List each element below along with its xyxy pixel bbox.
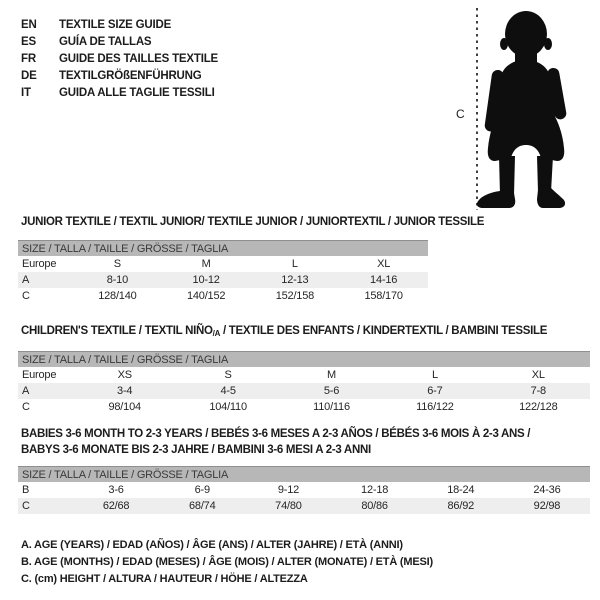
age-cell: 12-18 [361, 484, 389, 496]
height-cell: 92/98 [533, 500, 561, 512]
size-cell: M [201, 258, 211, 270]
height-cell: 152/158 [275, 290, 315, 302]
lang-row-de [21, 67, 218, 84]
lang-row-es [21, 33, 218, 50]
lang-label: GUÍA DE TALLAS [59, 35, 152, 48]
size-cell: XL [531, 369, 545, 381]
height-cell: 68/74 [188, 500, 216, 512]
age-cell: 3-4 [117, 385, 133, 397]
height-cell: 98/104 [108, 401, 141, 413]
row-label: A [22, 385, 30, 397]
height-cell: 104/110 [209, 401, 247, 413]
lang-label: TEXTILGRÖßENFÜHRUNG [59, 69, 202, 82]
children-table-title [21, 325, 547, 338]
legend-notes [21, 537, 433, 588]
size-cell: S [113, 258, 121, 270]
table-row-europe [18, 367, 590, 383]
lang-row-fr [21, 50, 218, 67]
table-row-europe [18, 256, 428, 272]
height-cell: 140/152 [186, 290, 226, 302]
height-cell: 86/92 [447, 500, 475, 512]
table-row-height [18, 288, 428, 304]
lang-code: DE [21, 69, 37, 82]
title-subscript: /A [212, 329, 221, 338]
lang-row-en [21, 16, 218, 33]
height-cell: 158/170 [364, 290, 403, 302]
size-header-band: SIZE / TALLA / TAILLE / GRÖSSE / TAGLIA [18, 240, 428, 256]
row-label: Europe [22, 369, 57, 381]
row-label: B [22, 484, 30, 496]
size-cell: L [431, 369, 438, 381]
size-cell: XL [377, 258, 391, 270]
age-cell: 6-9 [194, 484, 210, 496]
row-label: C [22, 290, 30, 302]
lang-label: TEXTILE SIZE GUIDE [59, 18, 172, 31]
age-cell: 14-16 [370, 274, 398, 286]
size-header-band: SIZE / TALLA / TAILLE / GRÖSSE / TAGLIA [18, 466, 590, 482]
babies-table-title [21, 426, 587, 458]
age-cell: 7-8 [530, 385, 546, 397]
height-cell: 80/86 [361, 500, 388, 512]
note-age-months: B. AGE (MONTHS) / EDAD (MESES) / ÂGE (MOIS) / ALTER (MONATE) / ETÀ (MESI) [21, 556, 433, 568]
height-measure-label: C [456, 107, 465, 121]
table-row-height [18, 498, 590, 514]
size-cell: M [327, 369, 336, 381]
height-cell: 74/80 [275, 500, 302, 512]
lang-label: GUIDE DES TAILLES TEXTILE [59, 52, 218, 65]
junior-table-title: JUNIOR TEXTILE / TEXTIL JUNIOR/ TEXTILE JUNIOR / JUNIORTEXTIL / JUNIOR TESSILE [21, 216, 485, 228]
size-cell: L [291, 258, 298, 270]
age-cell: 9-12 [277, 484, 300, 496]
table-row-age-months [18, 482, 590, 498]
row-label: C [22, 500, 30, 512]
babies-title-line2: BABYS 3-6 MONATE BIS 2-3 JAHRE / BAMBINI 3-6 MESI A 2-3 ANNI [21, 444, 371, 456]
size-cell: S [224, 369, 232, 381]
age-cell: 6-7 [427, 385, 443, 397]
table-row-age [18, 383, 590, 399]
lang-code: FR [21, 52, 36, 65]
title-part: / TEXTILE DES ENFANTS / KINDERTEXTIL / BAMBINI TESSILE [220, 325, 548, 337]
lang-code: ES [21, 35, 36, 48]
height-cell: 110/116 [313, 401, 350, 413]
children-size-table [18, 351, 590, 415]
title-part: CHILDREN'S TEXTILE / TEXTIL NIÑO [21, 325, 213, 337]
junior-size-table [18, 240, 428, 304]
babies-size-table [18, 466, 590, 514]
lang-code: IT [21, 86, 31, 99]
note-age-years: A. AGE (YEARS) / EDAD (AÑOS) / ÂGE (ANS) / ALTER (JAHRE) / ETÀ (ANNI) [21, 539, 403, 551]
baby-silhouette-icon [475, 8, 575, 213]
lang-label: GUIDA ALLE TAGLIE TESSILI [59, 86, 215, 99]
age-cell: 5-6 [323, 385, 340, 397]
age-cell: 4-5 [220, 385, 236, 397]
row-label: C [22, 401, 30, 413]
age-cell: 10-12 [192, 274, 220, 286]
height-cell: 116/122 [416, 401, 454, 413]
age-cell: 3-6 [108, 484, 124, 496]
row-label: A [22, 274, 30, 286]
age-cell: 8-10 [106, 274, 128, 286]
age-cell: 24-36 [533, 484, 561, 496]
lang-code: EN [21, 18, 37, 31]
table-row-height [18, 399, 590, 415]
note-height-cm: C. (cm) HEIGHT / ALTURA / HAUTEUR / HÖHE / ALTEZZA [21, 573, 308, 585]
height-cell: 128/140 [98, 290, 137, 302]
height-cell: 62/68 [102, 500, 130, 512]
height-cell: 122/128 [519, 401, 558, 413]
size-cell: XS [117, 369, 132, 381]
row-label: Europe [22, 258, 57, 270]
table-row-age [18, 272, 428, 288]
babies-title-line1: BABIES 3-6 MONTH TO 2-3 YEARS / BEBÉS 3-6 MESES A 2-3 AÑOS / BÉBÉS 3-6 MOIS À 2-3 ANS / [21, 428, 531, 440]
size-header-band: SIZE / TALLA / TAILLE / GRÖSSE / TAGLIA [18, 351, 590, 367]
age-cell: 18-24 [447, 484, 475, 496]
lang-row-it [21, 84, 218, 101]
language-title-list [21, 16, 218, 101]
age-cell: 12-13 [281, 274, 309, 286]
